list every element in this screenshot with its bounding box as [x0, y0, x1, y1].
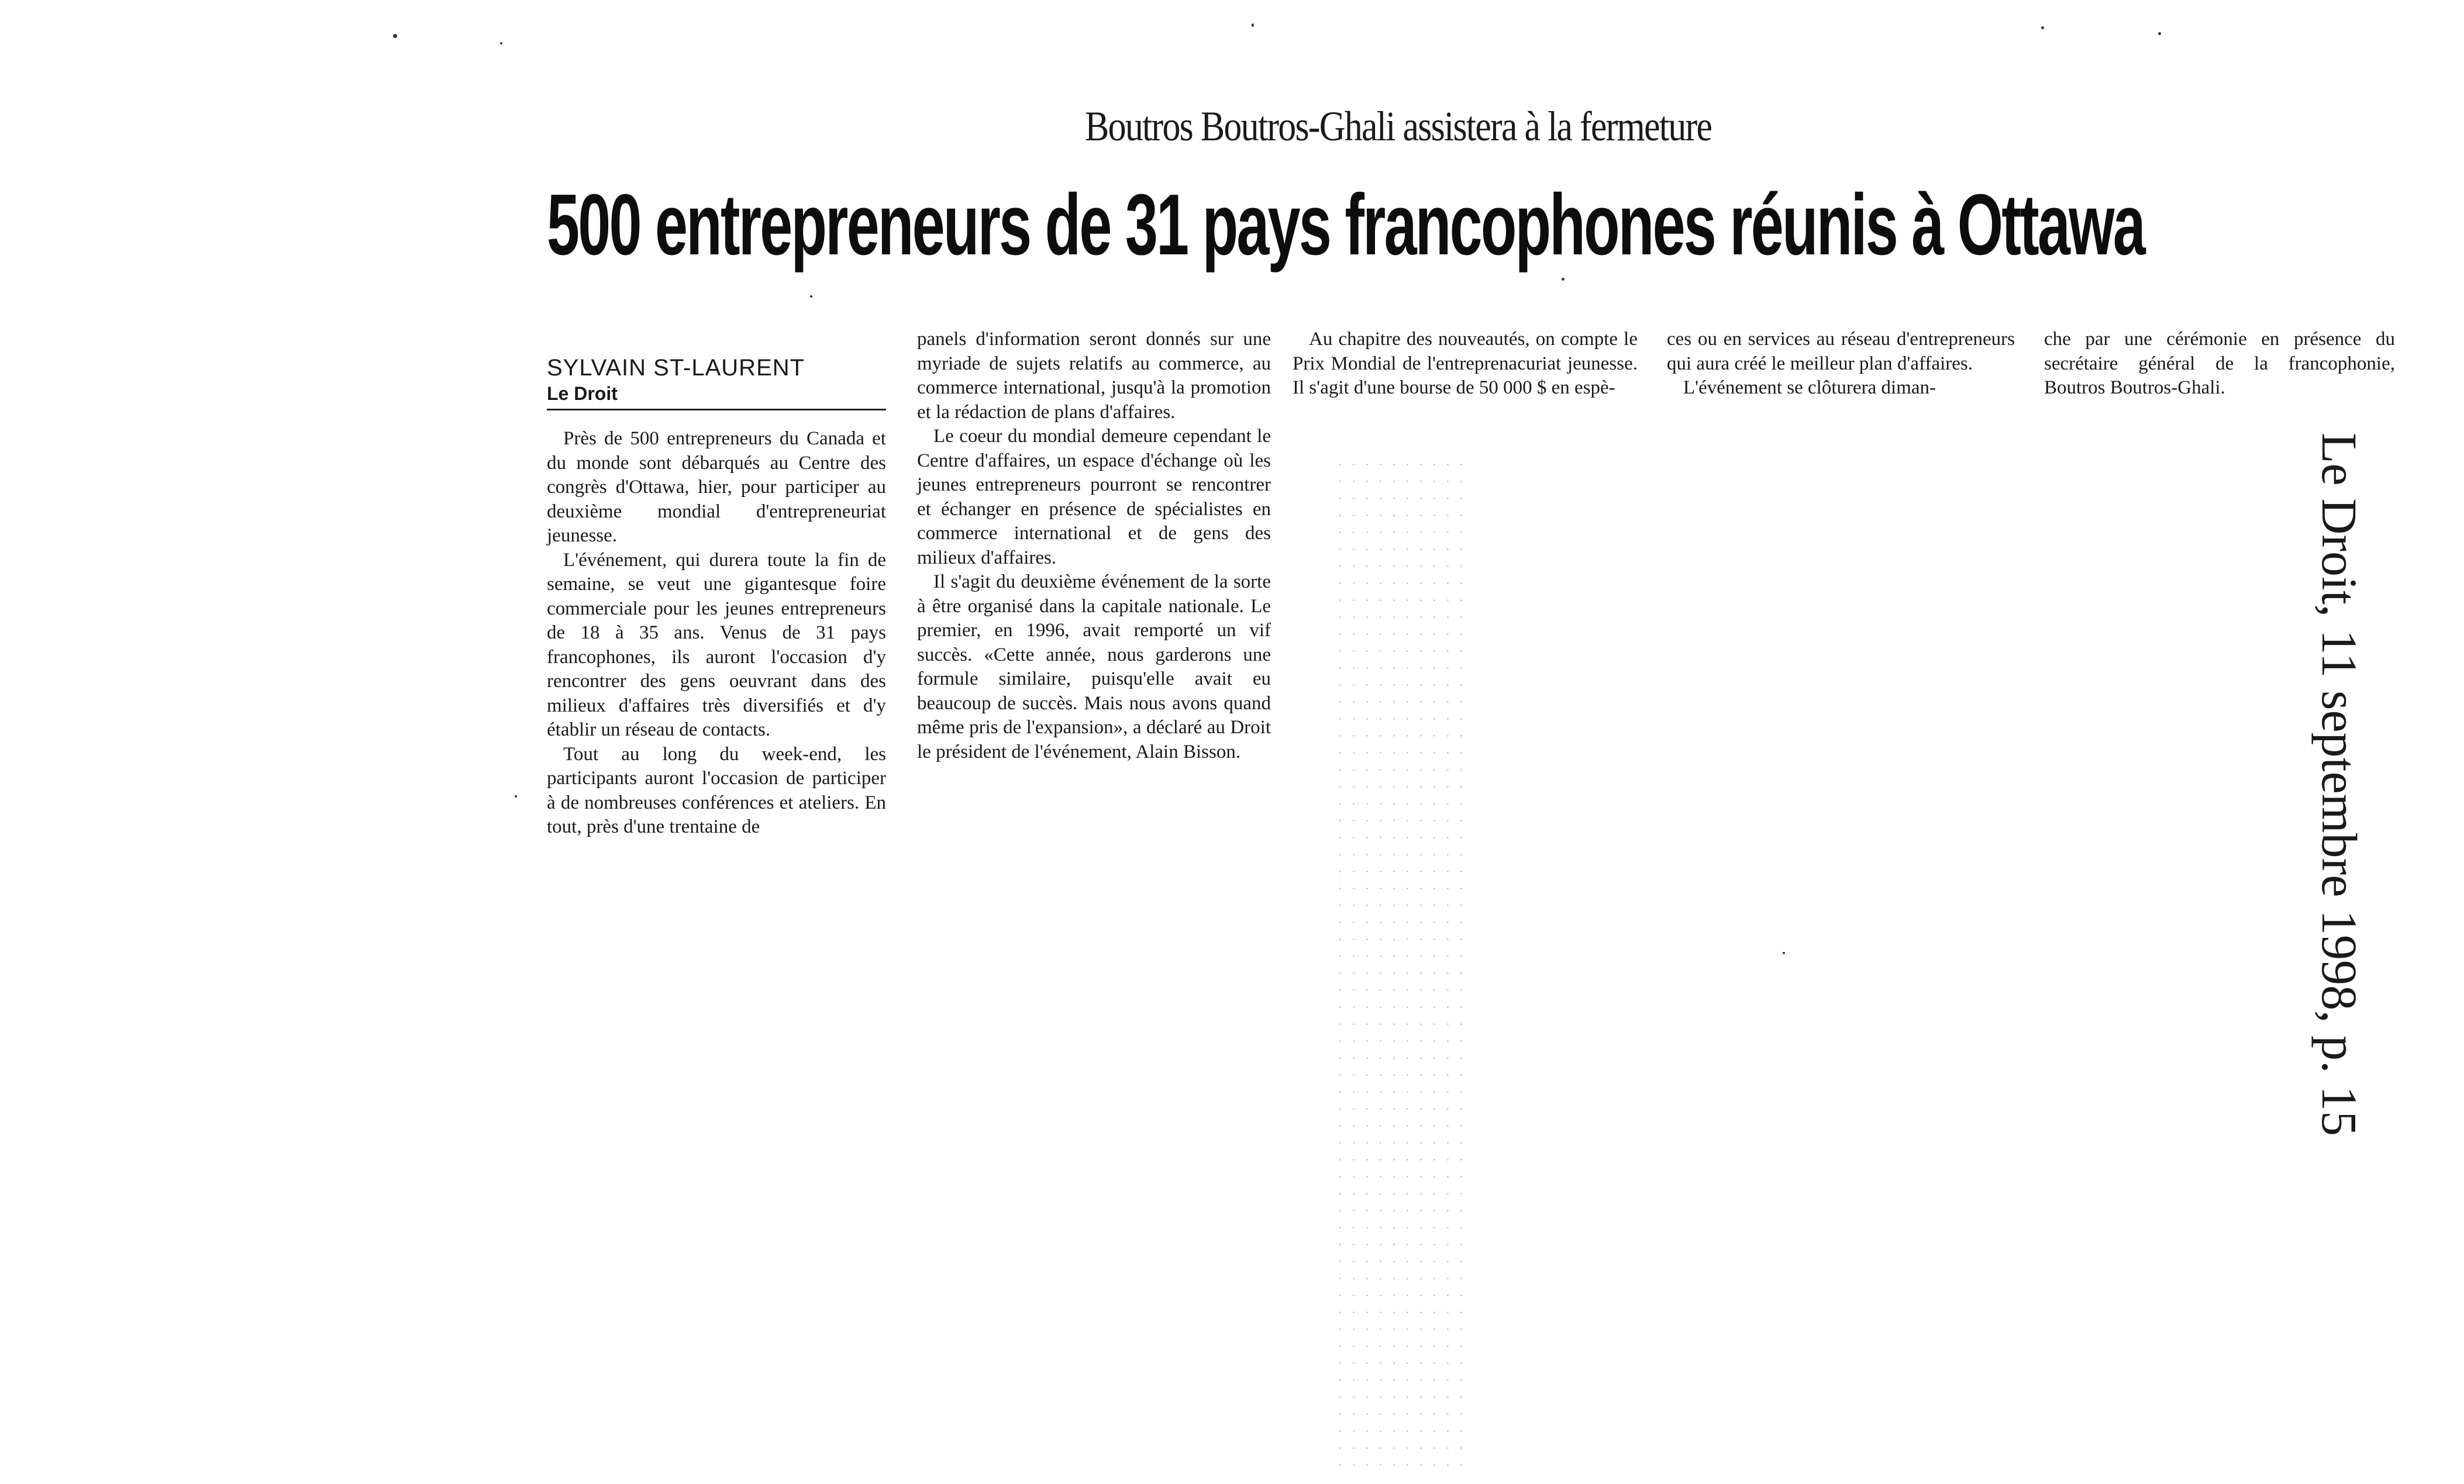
- byline-publication: Le Droit: [547, 383, 618, 404]
- byline: [547, 354, 886, 410]
- scan-speck: [1783, 952, 1785, 954]
- article-paragraph: Le coeur du mondial demeure cependant le Centre d'affaires, un espace d'échange où les jeunes entrepreneurs pourront se rencontrer et échanger en présence de spécialistes en commerce international et de gens des milieux d'affaires.: [917, 426, 1271, 568]
- scan-speck: [2041, 26, 2044, 29]
- article-paragraph: L'événement, qui durera toute la fin de semaine, se veut une gigantesque foire commerciale pour les jeunes entrepreneurs de 18 à 35 ans. Venus de 31 pays francophones, ils auront l'occasion d'y rencontrer des gens oeuvrant dans des milieux d'affaires très diversifiés et d'y établir un réseau de contacts.: [547, 549, 886, 740]
- article-paragraph: Au chapitre des nouveautés, on compte le Prix Mondial de l'entreprenacuriat jeunesse. Il s'agit d'une bourse de 50 000 $ en espè-: [1293, 329, 1638, 398]
- source-citation: Le Droit, 11 septembre 1998, p. 15: [2311, 433, 2367, 1136]
- scan-speck: [2158, 32, 2161, 35]
- article-column-4: [1667, 327, 2015, 401]
- byline-rule: [547, 409, 886, 410]
- scan-noise: [1333, 456, 1462, 1473]
- article-column-5: [2044, 327, 2395, 401]
- scan-speck: [500, 42, 502, 44]
- article-paragraph: Tout au long du week-end, les participants auront l'occasion de participer à de nombreuses conférences et ateliers. En tout, près d'une trentaine de: [547, 743, 886, 837]
- article-headline: 500 entrepreneurs de 31 pays francophones réunis à Ottawa: [547, 177, 2145, 273]
- article-column-2: [917, 327, 1271, 764]
- scan-speck: [1562, 278, 1564, 281]
- byline-author: SYLVAIN ST-LAURENT: [547, 355, 805, 381]
- article-column-1: [547, 427, 886, 840]
- article-paragraph: panels d'information seront donnés sur une myriade de sujets relatifs au commerce, au commerce international, jusqu'à la promotion et la rédaction de plans d'affaires.: [917, 329, 1271, 423]
- article-paragraph: L'événement se clôturera diman-: [1683, 377, 1936, 398]
- article-kicker: Boutros Boutros-Ghali assistera à la fermeture: [1085, 103, 1712, 150]
- article-paragraph: Il s'agit du deuxième événement de la sorte à être organisé dans la capitale nationale. Le premier, en 1996, avait remporté un vif succès. «Cette année, nous garderons une formule similaire, puisqu'elle avait eu beaucoup de succès. Mais nous avons quand même pris de l'expansion», a déclaré au Droit le président de l'événement, Alain Bisson.: [917, 571, 1271, 762]
- scan-speck: [515, 795, 517, 798]
- article-paragraph: ces ou en services au réseau d'entrepreneurs qui aura créé le meilleur plan d'affaires.: [1667, 329, 2015, 374]
- scan-speck: [810, 295, 812, 298]
- scan-speck: [1252, 23, 1254, 27]
- article-paragraph: Près de 500 entrepreneurs du Canada et du monde sont débarqués au Centre des congrès d'Ottawa, hier, pour participer au deuxième mondial d'entrepreneuriat jeunesse.: [547, 428, 886, 546]
- article-paragraph: che par une cérémonie en présence du secrétaire général de la francophonie, Boutros Boutros-Ghali.: [2044, 329, 2395, 398]
- scan-speck: [393, 34, 397, 38]
- article-column-3: [1293, 327, 1638, 401]
